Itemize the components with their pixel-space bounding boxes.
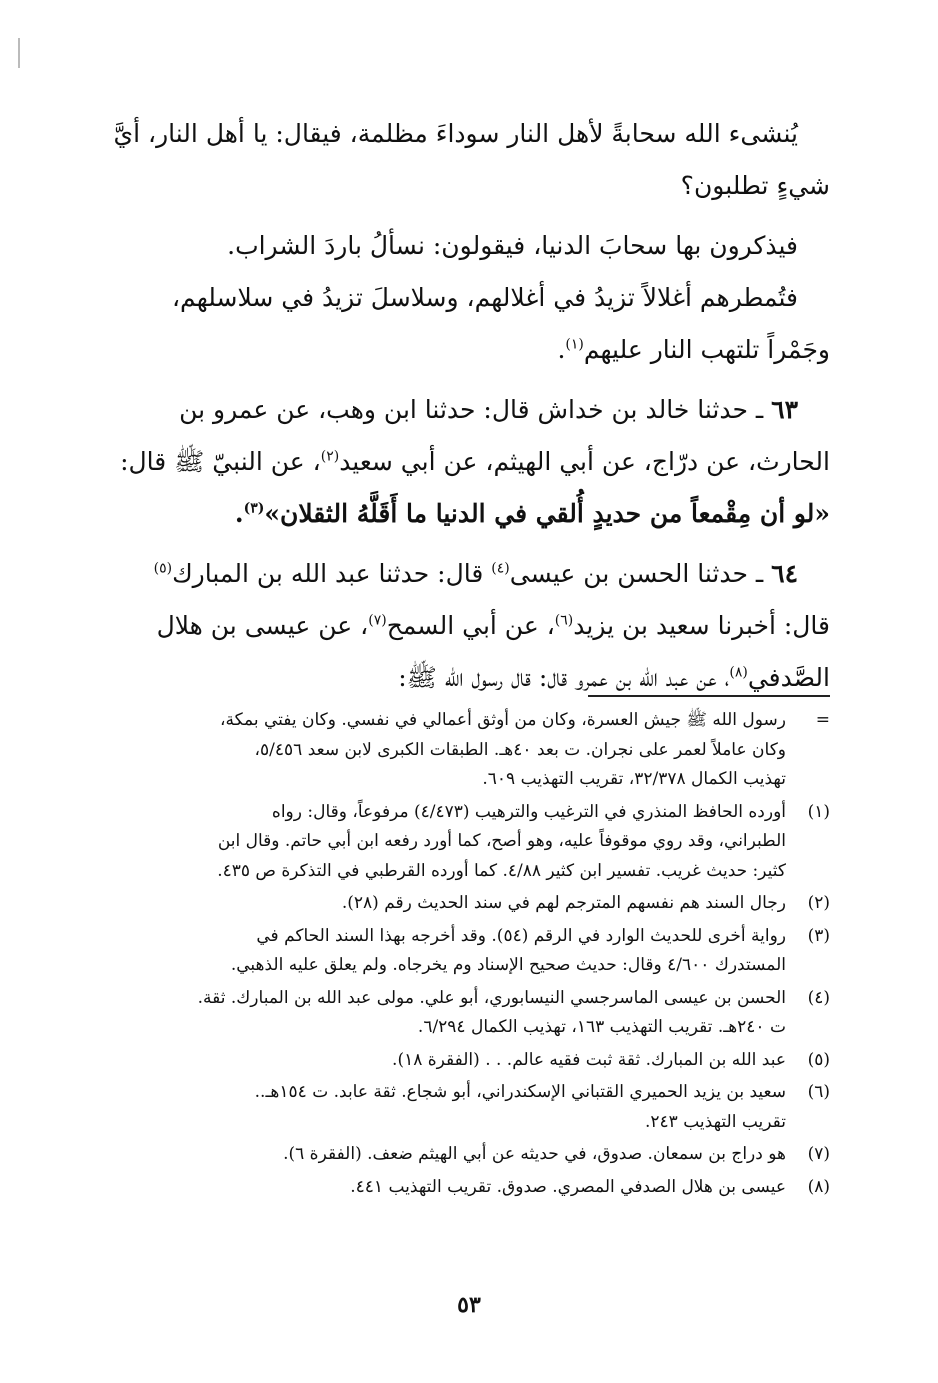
footnote-line: رواية أخرى للحديث الوارد في الرقم (٥٤). وقد أخرجه بهذا السند الحاكم في	[256, 925, 786, 946]
footnote-line: سعيد بن يزيد الحميري القتباني الإسكندراني، أبو شجاع. ثقة عابد. ت ١٥٤هـ..	[254, 1082, 786, 1102]
text-line-8: «لو أن مِقْمعاً من حديدٍ أُلقي في الدنيا ما أَقَلَّهُ الثقلان»	[264, 499, 830, 528]
hadith-quote: «لو أن مِقْمعاً من حديدٍ أُلقي في الدنيا ما أَقَلَّهُ الثقلان»$^{(٣)}$.	[234, 499, 830, 528]
text-line-2: شيءٍ تطلبون؟	[680, 171, 830, 200]
hadith-number: ٦٤	[771, 559, 798, 588]
footnote-continued	[86, 706, 830, 795]
footnote-line: تهذيب الكمال ٣٢/٣٧٨، تقريب التهذيب ٦٠٩.	[482, 769, 786, 789]
footnote-7	[86, 1140, 830, 1170]
footnote-body	[86, 984, 786, 1043]
footnote-line: ت ٢٤٠هـ. تقريب التهذيب ١٦٣، تهذيب الكمال ٦/٢٩٤.	[417, 1017, 786, 1037]
footnote-ref: (١)	[565, 336, 584, 353]
hadith-63	[86, 384, 830, 436]
footnote-line: رجال السند هم نفسهم المترجم لهم في سند الحديث رقم (٢٨).	[341, 893, 786, 913]
text-line-5: وجَمْراً تلتهب النار عليهم	[583, 335, 830, 364]
footnote-label: (٤)	[807, 987, 830, 1008]
footnote-3	[86, 922, 830, 981]
footnote-body	[86, 706, 786, 795]
footnote-8	[86, 1173, 830, 1203]
footnote-body	[86, 798, 786, 887]
footnote-2	[86, 889, 830, 919]
text-line-7b: ، عن النبيّ ﷺ قال:	[120, 447, 321, 476]
text-line	[86, 160, 830, 212]
footnote-line: هو دراج بن سمعان. صدوق، في حديثه عن أبي الهيثم ضعف. (الفقرة ٦).	[283, 1144, 786, 1164]
footnote-line: أورده الحافظ المنذري في الترغيب والترهيب (٤/٤٧٣) مرفوعاً، وقال: رواه	[271, 801, 786, 822]
text-line-6: ـ حدثنا خالد بن خداش قال: حدثنا ابن وهب، عن عمرو بن	[179, 395, 764, 424]
footnote-body	[86, 922, 786, 981]
text-line-10c: ، عن عيسى بن هلال	[156, 611, 369, 640]
text-line	[86, 108, 830, 160]
footnote-ref: (٣)	[243, 500, 265, 517]
footnote-label: (٢)	[807, 893, 830, 913]
footnote-line: الطبراني، وقد روي موقوفاً عليه، وهو أصح، كما أورد رفعه ابن أبي حاتم. وقال ابن	[217, 831, 786, 851]
footnote-ref: (٨)	[729, 664, 748, 681]
footnote-6	[86, 1078, 830, 1137]
text-line-10: قال: أخبرنا سعيد بن يزيد	[573, 611, 830, 640]
footnote-line: تقريب التهذيب ٢٤٣.	[645, 1111, 786, 1132]
footnote-label: (٧)	[807, 1144, 830, 1164]
footnote-ref: (٥)	[153, 560, 173, 577]
text-line-3: فيذكرون بها سحابَ الدنيا، فيقولون: نسألُ باردَ الشراب.	[227, 231, 798, 260]
footnote-body	[86, 1078, 786, 1137]
scan-edge-mark	[18, 38, 20, 68]
text-line	[86, 600, 830, 652]
footnotes	[86, 706, 830, 1205]
hadith-number: ٦٣	[771, 395, 798, 424]
footnote-line: رسول الله ﷺ جيش العسرة، وكان من أوثق أعمالي في نفسي. وكان يفتي بمكة،	[220, 710, 786, 730]
page-number: ٥٣	[457, 1292, 481, 1318]
hadith-64	[86, 548, 830, 600]
text-line-10b: ، عن أبي السمح	[386, 611, 555, 640]
footnote-label: =	[815, 710, 830, 730]
footnote-ref: (٤)	[491, 560, 510, 577]
text-line-9b: قال: حدثنا عبد الله بن المبارك	[172, 559, 492, 588]
footnote-body	[86, 889, 786, 919]
footnote-body	[86, 1140, 786, 1170]
footnote-label: (٨)	[807, 1176, 830, 1197]
footnote-line: كثير: حديث غريب. تفسير ابن كثير ٤/٨٨. كما أورده القرطبي في التذكرة ص ٤٣٥.	[217, 860, 786, 881]
text-line: وجَمْراً تلتهب النار عليهم$^{(١)}$.	[557, 335, 830, 364]
footnote-body	[86, 1046, 786, 1076]
text-line-7: الحارث، عن درّاج، عن أبي الهيثم، عن أبي سعيد	[339, 447, 830, 476]
footnote-label: (٦)	[807, 1082, 830, 1102]
text-line-9: ـ حدثنا الحسن بن عيسى	[509, 559, 764, 588]
footnote-ref: (٢)	[320, 448, 340, 465]
footnote-1	[86, 798, 830, 887]
footnote-label: (٥)	[807, 1049, 830, 1070]
footnote-body	[86, 1173, 786, 1203]
text-line-1: يُنشىء الله سحابةً لأهل النار سوداءَ مظلمة، فيقال: يا أهل النار، أيَّ	[113, 119, 798, 148]
text-line-4: فتُمطرهم أغلالاً تزيدُ في أغلالهم، وسلاسلَ تزيدُ في سلاسلهم،	[171, 283, 798, 312]
text-line	[86, 220, 830, 272]
text-line	[86, 436, 830, 488]
footnote-line: الحسن بن عيسى الماسرجسي النيسابوري، أبو علي. مولى عبد الله بن المبارك. ثقة.	[197, 987, 786, 1008]
footnote-ref: (٧)	[368, 612, 387, 629]
footnote-ref: (٦)	[554, 612, 574, 629]
footnote-5	[86, 1046, 830, 1076]
footnote-label: (٣)	[807, 925, 830, 946]
text-line-11: الصَّدفي	[747, 663, 830, 692]
footnote-separator	[588, 695, 830, 697]
main-text	[86, 108, 830, 704]
footnote-4	[86, 984, 830, 1043]
text-line-11b: ، عن عبد الله بن عمرو قال: قال رسول الله ﷺ:	[398, 663, 730, 692]
footnote-line: المستدرك ٤/٦٠٠ وقال: حديث صحيح الإسناد وم يخرجاه. ولم يعلق عليه الذهبي.	[230, 955, 786, 975]
text-line	[86, 272, 830, 324]
footnote-line: عيسى بن هلال الصدفي المصري. صدوق. تقريب التهذيب ٤٤١.	[350, 1176, 786, 1197]
footnote-line: عبد الله بن المبارك. ثقة ثبت فقيه عالم. . . (الفقرة ١٨).	[392, 1049, 786, 1070]
footnote-label: (١)	[807, 801, 830, 822]
footnote-line: وكان عاملاً لعمر على نجران. ت بعد ٤٠هـ. الطبقات الكبرى لابن سعد ٥/٤٥٦،	[254, 739, 786, 760]
